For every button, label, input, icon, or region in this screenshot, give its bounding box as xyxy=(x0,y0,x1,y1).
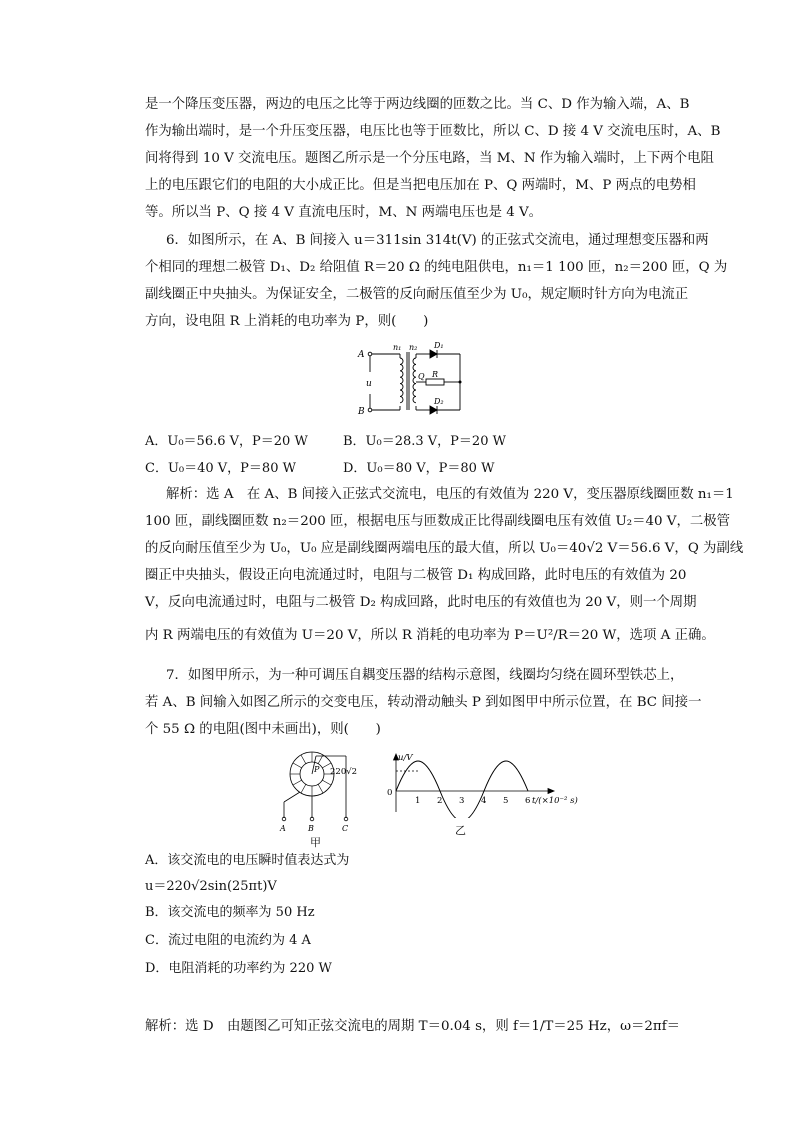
x-tick: 1 xyxy=(415,796,421,806)
caption-yi: 乙 xyxy=(455,824,466,837)
text-line: 若 A、B 间输入如图乙所示的交变电压，转动滑动触头 P 到如图甲中所示位置，在 BC 间接一 xyxy=(145,695,702,710)
text-line: 副线圈正中央抽头。为保证安全，二极管的反向耐压值至少为 U₀，规定顺时针方向为电流正 xyxy=(145,287,689,302)
solution-line: 100 匝，副线圈匝数 n₂＝200 匝，根据电压与匝数成正比得副线圈电压有效值 U₂＝40 V，二极管 xyxy=(145,514,731,529)
label-u: u xyxy=(366,379,372,389)
text-line: 作为输出端时，是一个升压变压器，电压比也等于匝数比，所以 C、D 接 4 V 交流电压时，A、B xyxy=(145,124,721,139)
x-tick: 5 xyxy=(503,796,509,806)
option-A: A．该交流电的电压瞬时值表达式为 xyxy=(145,853,350,868)
label-n2: n₂ xyxy=(409,343,418,352)
solution-line: 内 R 两端电压的有效值为 U＝20 V，所以 R 消耗的电功率为 P＝U²/R＝20 W，选项 A 正确。 xyxy=(145,628,715,643)
option-A: A．U₀＝56.6 V，P＝20 W xyxy=(145,434,308,449)
option-B: B．该交流电的频率为 50 Hz xyxy=(145,905,315,920)
x-tick: 6 xyxy=(525,796,531,806)
solution-line: 解析：选 A 在 A、B 间接入正弦式交流电，电压的有效值为 220 V，变压器原线圈匝数 n₁＝1 xyxy=(166,487,734,502)
text-line: 间将得到 10 V 交流电压。题图乙所示是一个分压电路，当 M、N 作为输入端时，上下两个电阻 xyxy=(145,151,714,166)
label-B: B xyxy=(308,824,314,833)
x-tick: 2 xyxy=(437,796,443,806)
solution-line: V，反向电流通过时，电阻与二极管 D₂ 构成回路，此时电压的有效值也为 20 V，则一个周期 xyxy=(145,595,697,610)
option-C: C．流过电阻的电流约为 4 A xyxy=(145,933,311,948)
option-C: C．U₀＝40 V，P＝80 W xyxy=(145,461,296,476)
solution-line: 圈正中央抽头，假设正向电流通过时，电阻与二极管 D₁ 构成回路，此时电压的有效值为 20 xyxy=(145,568,687,583)
y-peak-label: 220√2 xyxy=(330,767,358,777)
x-axis-label: t/(×10⁻² s) xyxy=(532,796,578,806)
x-tick: 3 xyxy=(459,796,465,806)
label-P: P xyxy=(314,765,320,774)
option-A-formula: u＝220√2sin(25πt)V xyxy=(145,879,277,894)
caption-jia: 甲 xyxy=(310,836,321,849)
label-D1: D₁ xyxy=(434,341,444,350)
option-D: D．电阻消耗的功率约为 220 W xyxy=(145,961,332,976)
x-tick: 4 xyxy=(481,796,487,806)
text-line: 方向，设电阻 R 上消耗的电功率为 P，则( ) xyxy=(145,314,429,329)
text-line: 7．如图甲所示，为一种可调压自耦变压器的结构示意图，线圈均匀绕在圆环型铁芯上， xyxy=(166,668,684,683)
label-Q: Q xyxy=(418,372,425,381)
text-line: 6．如图所示，在 A、B 间接入 u＝311sin 314t(V) 的正弦式交流电，通过理想变压器和两 xyxy=(166,233,709,248)
text-line: 上的电压跟它们的电阻的大小成正比。但是当把电压加在 P、Q 两端时，M、P 两点的电势相 xyxy=(145,178,696,193)
text-line: 是一个降压变压器，两边的电压之比等于两边线圈的匝数之比。当 C、D 作为输入端，A、B xyxy=(145,97,690,112)
label-C: C xyxy=(342,824,349,833)
solution-line: 解析：选 D 由题图乙可知正弦交流电的周期 T＝0.04 s，则 f＝1/T＝25 Hz，ω＝2πf＝ xyxy=(145,1019,681,1034)
label-A: A xyxy=(280,824,286,833)
option-B: B．U₀＝28.3 V，P＝20 W xyxy=(343,434,506,449)
label-B: B xyxy=(358,407,365,417)
circuit-diagram xyxy=(352,340,472,418)
text-line: 等。所以当 P、Q 接 4 V 直流电压时，M、N 两端电压也是 4 V。 xyxy=(145,205,543,220)
label-n1: n₁ xyxy=(393,343,402,352)
text-line: 个 55 Ω 的电阻(图中未画出)，则( ) xyxy=(145,722,381,737)
label-R: R xyxy=(432,370,439,379)
text-line: 个相同的理想二极管 D₁、D₂ 给阻值 R＝20 Ω 的纯电阻供电，n₁＝1 100 匝，n₂＝200 匝，Q 为 xyxy=(145,260,728,275)
origin-label: 0 xyxy=(387,788,393,798)
solution-line: 的反向耐压值至少为 U₀，U₀ 应是副线圈两端电压的最大值，所以 U₀＝40√2 V＝56.6 V，Q 为副线 xyxy=(145,541,744,556)
voltage-time-graph xyxy=(330,752,580,818)
label-A: A xyxy=(358,350,365,360)
option-D: D．U₀＝80 V，P＝80 W xyxy=(343,461,495,476)
label-D2: D₂ xyxy=(434,397,444,406)
y-axis-label: u/V xyxy=(398,753,413,763)
